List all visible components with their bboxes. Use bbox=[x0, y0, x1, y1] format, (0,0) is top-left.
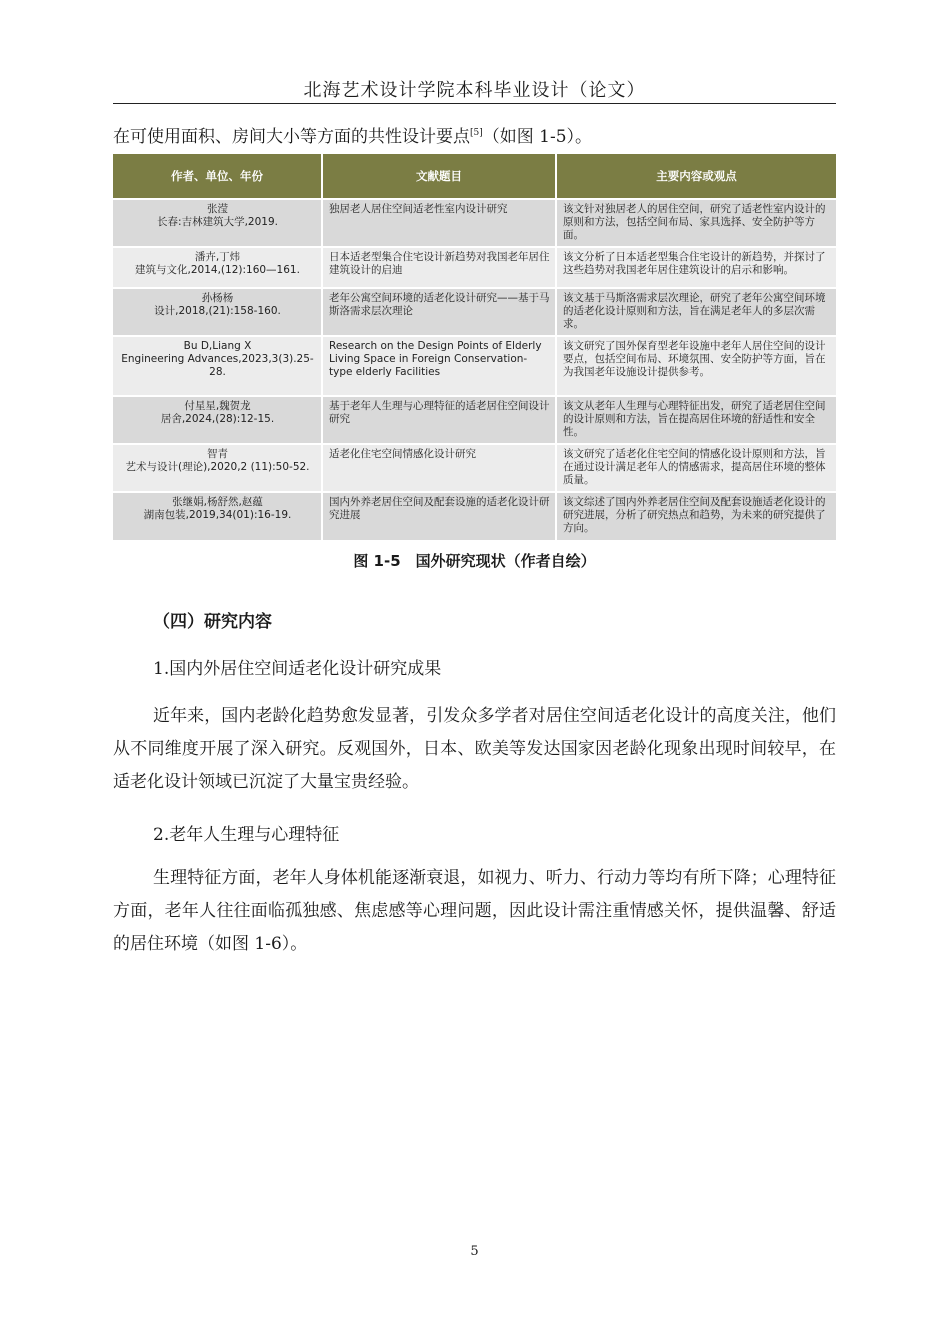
summary-cell: 该文分析了日本适老型集合住宅设计的新趋势，并探讨了这些趋势对我国老年居住建筑设计的启示和影响。 bbox=[556, 247, 836, 288]
intro-line bbox=[113, 122, 836, 147]
author-source: 建筑与文化,2014,(12):160—161. bbox=[135, 264, 300, 276]
author-source: 设计,2018,(21):158-160. bbox=[154, 305, 281, 317]
page-header: 北海艺术设计学院本科毕业设计（论文） bbox=[303, 80, 646, 101]
figure-caption: 图 1-5 国外研究现状（作者自绘） bbox=[353, 552, 596, 570]
summary-cell: 该文综述了国内外养老居住空间及配套设施适老化设计的研究进展，分析了研究热点和趋势，为未来的研究提供了方向。 bbox=[556, 492, 836, 540]
table-row bbox=[113, 444, 836, 492]
author-cell bbox=[113, 336, 322, 396]
author-source: Engineering Advances,2023,3(3).25-28. bbox=[121, 353, 314, 378]
author-name: 张继娟,杨舒然,赵蕴 bbox=[172, 496, 263, 508]
author-cell bbox=[113, 288, 322, 336]
title-cell: 老年公寓空间环境的适老化设计研究——基于马斯洛需求层次理论 bbox=[322, 288, 556, 336]
author-name: 潘卉,丁炜 bbox=[194, 251, 241, 263]
author-source: 艺术与设计(理论),2020,2 (11):50-52. bbox=[125, 461, 310, 473]
author-source: 湖南包装,2019,34(01):16-19. bbox=[143, 509, 292, 521]
table-row bbox=[113, 336, 836, 396]
author-name: 张滢 bbox=[207, 203, 228, 215]
title-cell: 适老化住宅空间情感化设计研究 bbox=[322, 444, 556, 492]
title-cell: 独居老人居住空间适老性室内设计研究 bbox=[322, 199, 556, 247]
table-row bbox=[113, 396, 836, 444]
author-cell bbox=[113, 199, 322, 247]
column-header-author: 作者、单位、年份 bbox=[113, 154, 322, 199]
paragraph-1: 近年来，国内老龄化趋势愈发显著，引发众多学者对居住空间适老化设计的高度关注，他们从不同维度开展了深入研究。反观国外，日本、欧美等发达国家因老龄化现象出现时间较早，在适老化设计领域已沉淀了大量宝贵经验。 bbox=[113, 706, 836, 792]
title-cell: 日本适老型集合住宅设计新趋势对我国老年居住建筑设计的启迪 bbox=[322, 247, 556, 288]
title-cell: Research on the Design Points of Elderly Living Space in Foreign Conservation-type elderly Facilities bbox=[322, 336, 556, 396]
summary-cell: 该文研究了国外保育型老年设施中老年人居住空间的设计要点，包括空间布局、环境氛围、安全防护等方面，旨在为我国老年设施设计提供参考。 bbox=[556, 336, 836, 396]
literature-table bbox=[113, 154, 836, 540]
table-row bbox=[113, 288, 836, 336]
summary-cell: 该文基于马斯洛需求层次理论，研究了老年公寓空间环境的适老化设计原则和方法，旨在满足老年人的多层次需求。 bbox=[556, 288, 836, 336]
author-cell bbox=[113, 444, 322, 492]
subsection-title-1: 1.国内外居住空间适老化设计研究成果 bbox=[153, 659, 442, 679]
section-title: （四）研究内容 bbox=[153, 612, 272, 632]
author-source: 长春:吉林建筑大学,2019. bbox=[157, 216, 278, 228]
column-header-summary: 主要内容或观点 bbox=[556, 154, 836, 199]
summary-cell: 该文针对独居老人的居住空间，研究了适老性室内设计的原则和方法，包括空间布局、家具选择、安全防护等方面。 bbox=[556, 199, 836, 247]
author-name: 孙杨杨 bbox=[201, 292, 234, 304]
author-source: 居舍,2024,(28):12-15. bbox=[160, 413, 275, 425]
column-header-title: 文献题目 bbox=[322, 154, 556, 199]
author-cell bbox=[113, 492, 322, 540]
header-rule bbox=[113, 103, 836, 104]
author-name: 付星星,魏贺龙 bbox=[184, 400, 251, 412]
paragraph-2: 生理特征方面，老年人身体机能逐渐衰退，如视力、听力、行动力等均有所下降；心理特征方面，老年人往往面临孤独感、焦虑感等心理问题，因此设计需注重情感关怀，提供温馨、舒适的居住环境（如图 1-6）。 bbox=[113, 868, 836, 954]
page-number: 5 bbox=[470, 1244, 479, 1259]
summary-cell: 该文研究了适老化住宅空间的情感化设计原则和方法，旨在通过设计满足老年人的情感需求，提高居住环境的整体质量。 bbox=[556, 444, 836, 492]
intro-text: 在可使用面积、房间大小等方面的共性设计要点 bbox=[113, 127, 470, 147]
author-name: Bu D,Liang X bbox=[183, 340, 252, 352]
table-header-row bbox=[113, 154, 836, 199]
table-row bbox=[113, 492, 836, 540]
table-row bbox=[113, 199, 836, 247]
table-row bbox=[113, 247, 836, 288]
title-cell: 国内外养老居住空间及配套设施的适老化设计研究进展 bbox=[322, 492, 556, 540]
author-cell bbox=[113, 396, 322, 444]
author-name: 智青 bbox=[207, 448, 228, 460]
title-cell: 基于老年人生理与心理特征的适老居住空间设计研究 bbox=[322, 396, 556, 444]
author-cell bbox=[113, 247, 322, 288]
citation-ref: [5] bbox=[470, 128, 483, 138]
subsection-title-2: 2.老年人生理与心理特征 bbox=[153, 825, 340, 845]
intro-tail: （如图 1-5）。 bbox=[482, 127, 593, 147]
summary-cell: 该文从老年人生理与心理特征出发，研究了适老居住空间的设计原则和方法，旨在提高居住环境的舒适性和安全性。 bbox=[556, 396, 836, 444]
